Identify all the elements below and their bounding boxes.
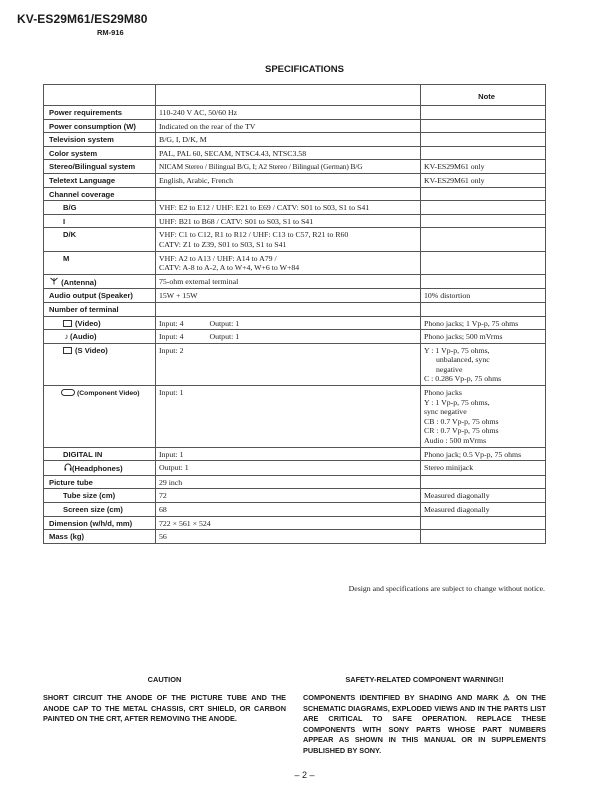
row-label [44, 274, 156, 289]
row-note [421, 146, 546, 160]
antenna-icon [49, 277, 59, 288]
s-video-icon [63, 347, 72, 354]
row-value: Input: 1 [156, 386, 421, 448]
note-line: CB : 0.7 Vp-p, 75 ohms [424, 416, 499, 426]
note-line: negative [436, 364, 463, 374]
music-note-icon: ♪ [64, 332, 69, 342]
table-row [44, 106, 546, 120]
note-column-header: Note [421, 85, 546, 106]
safety-warning-text [303, 693, 546, 756]
table-row [44, 289, 546, 303]
row-value: 72 [156, 489, 421, 503]
caution-heading: CAUTION [147, 675, 182, 684]
row-value [156, 228, 421, 251]
table-row [44, 330, 546, 344]
output-count: Output: 1 [209, 332, 240, 342]
table-row [44, 461, 546, 476]
row-note: KV-ES29M61 only [421, 160, 546, 174]
row-label: Screen size (cm) [44, 503, 156, 517]
table-header-row [44, 85, 546, 106]
row-label: Mass (kg) [44, 530, 156, 544]
row-note [421, 343, 546, 385]
table-row [44, 274, 546, 289]
note-line: Audio : 500 mVrms [424, 436, 487, 446]
video-icon [63, 320, 72, 327]
row-value: 15W + 15W [156, 289, 421, 303]
table-row [44, 201, 546, 215]
table-row [44, 214, 546, 228]
note-line: Y : 1 Vp-p, 75 ohms, [424, 397, 490, 407]
headphones-icon [63, 463, 72, 474]
row-value: Indicated on the rear of the TV [156, 119, 421, 133]
component-video-label: (Component Video) [77, 390, 140, 398]
row-label: B/G [44, 201, 156, 215]
row-label [44, 343, 156, 385]
video-label: (Video) [75, 318, 101, 328]
table-row [44, 187, 546, 201]
input-count: Input: 4 [159, 332, 184, 342]
row-value: 110-240 V AC, 50/60 Hz [156, 106, 421, 120]
audio-label: (Audio) [70, 332, 97, 342]
row-label: I [44, 214, 156, 228]
table-row [44, 160, 546, 174]
row-value-line: CATV: A-8 to A-2, A to W+4, W+6 to W+84 [159, 263, 300, 273]
row-value: VHF: E2 to E12 / UHF: E21 to E69 / CATV: S01 to S03, S1 to S41 [156, 201, 421, 215]
row-value [156, 251, 421, 274]
table-row [44, 316, 546, 330]
table-row [44, 516, 546, 530]
row-label: Number of terminal [44, 302, 156, 316]
remote-model: RM-916 [97, 28, 124, 37]
row-note: 10% distortion [421, 289, 546, 303]
row-label: Color system [44, 146, 156, 160]
row-label: DIGITAL IN [44, 447, 156, 461]
row-value: Output: 1 [156, 461, 421, 476]
safety-warning-section [303, 675, 546, 756]
headphones-label: (Headphones) [72, 464, 123, 474]
note-line: Phono jacks [424, 388, 462, 398]
table-row [44, 447, 546, 461]
safety-text-pre: COMPONENTS IDENTIFIED BY SHADING AND MARK [303, 693, 499, 702]
row-value-line: VHF: C1 to C12, R1 to R12 / UHF: C13 to C57, R21 to R60 [159, 230, 349, 240]
row-value-line: CATV: Z1 to Z39, S01 to S03, S1 to S41 [159, 239, 287, 249]
row-note: Stereo minijack [421, 461, 546, 476]
row-value: 56 [156, 530, 421, 544]
disclaimer-text: Design and specifications are subject to change without notice. [348, 584, 545, 593]
row-value: English, Arabic, French [156, 173, 421, 187]
row-label: Picture tube [44, 475, 156, 489]
table-row [44, 503, 546, 517]
table-row [44, 173, 546, 187]
row-note [421, 106, 546, 120]
table-row [44, 302, 546, 316]
row-value: Input: 1 [156, 447, 421, 461]
row-note: KV-ES29M61 only [421, 173, 546, 187]
page-title: SPECIFICATIONS [265, 64, 344, 75]
row-label: Power requirements [44, 106, 156, 120]
table-row [44, 530, 546, 544]
row-label: Tube size (cm) [44, 489, 156, 503]
row-label: Television system [44, 133, 156, 147]
row-note [421, 119, 546, 133]
output-count: Output: 1 [209, 318, 240, 328]
note-line: unbalanced, sync [436, 355, 490, 365]
table-row [44, 489, 546, 503]
row-value: PAL, PAL 60, SECAM, NTSC4.43, NTSC3.58 [156, 146, 421, 160]
row-value: 75-ohm external terminal [156, 274, 421, 289]
row-note: Phono jack; 0.5 Vp-p, 75 ohms [421, 447, 546, 461]
row-note [421, 133, 546, 147]
row-label: Dimension (w/h/d, mm) [44, 516, 156, 530]
row-label: Channel coverage [44, 187, 156, 201]
table-row [44, 146, 546, 160]
row-note: Phono jacks; 1 Vp-p, 75 ohms [421, 316, 546, 330]
row-value [156, 316, 421, 330]
row-value: 722 × 561 × 524 [156, 516, 421, 530]
row-label: Stereo/Bilingual system [44, 160, 156, 174]
s-video-label: (S Video) [75, 345, 108, 355]
table-row [44, 119, 546, 133]
table-row [44, 386, 546, 448]
row-value: 29 inch [156, 475, 421, 489]
row-label [44, 330, 156, 344]
table-row [44, 251, 546, 274]
input-count: Input: 4 [159, 318, 184, 328]
caution-text: SHORT CIRCUIT THE ANODE OF THE PICTURE TUBE AND THE ANODE CAP TO THE METAL CHASSIS, CRT SHIELD, OR CARBON PAINTED ON THE CRT, AFTER REMOVING THE ANODE. [43, 693, 286, 723]
row-label: D/K [44, 228, 156, 251]
caution-section [43, 675, 286, 725]
table-row [44, 133, 546, 147]
model-number: KV-ES29M61/ES29M80 [17, 12, 148, 26]
row-value: UHF: B21 to B68 / CATV: S01 to S03, S1 to S41 [156, 214, 421, 228]
row-note: Measured diagonally [421, 489, 546, 503]
row-label: Power consumption (W) [44, 119, 156, 133]
row-label: Audio output (Speaker) [44, 289, 156, 303]
row-value [156, 330, 421, 344]
row-value: 68 [156, 503, 421, 517]
component-video-icon [61, 389, 75, 396]
row-label: M [44, 251, 156, 274]
table-row [44, 475, 546, 489]
table-row [44, 343, 546, 385]
row-value: NICAM Stereo / Bilingual B/G, I; A2 Stereo / Bilingual (German) B/G [156, 160, 421, 174]
row-label [44, 316, 156, 330]
warning-triangle-icon: ⚠ [502, 693, 512, 702]
note-line: C : 0.286 Vp-p, 75 ohms [424, 374, 502, 384]
safety-text-post: ON THE SCHEMATIC DIAGRAMS, EXPLODED VIEWS AND IN THE PARTS LIST ARE CRITICAL TO SAFE OPERATION. REPLACE THESE COMPONENTS WITH SONY PARTS WHOSE PART NUMBERS APPEAR AS SHOWN IN THIS MANUAL OR IN SUPPLEMENTS PUBLISHED BY SONY. [303, 693, 546, 755]
row-note: Measured diagonally [421, 503, 546, 517]
table-row [44, 228, 546, 251]
note-line: CR : 0.7 Vp-p, 75 ohms [424, 426, 499, 436]
page-number: – 2 – [294, 770, 315, 780]
row-note: Phono jacks; 500 mVrms [421, 330, 546, 344]
note-line: Y : 1 Vp-p, 75 ohms, [424, 345, 490, 355]
row-value: Input: 2 [156, 343, 421, 385]
row-note [421, 386, 546, 448]
row-value: B/G, I, D/K, M [156, 133, 421, 147]
row-value-line: VHF: A2 to A13 / UHF: A14 to A79 / [159, 253, 277, 263]
note-line: sync negative [424, 407, 467, 417]
row-label [44, 386, 156, 448]
safety-warning-heading: SAFETY-RELATED COMPONENT WARNING!! [345, 675, 504, 684]
row-label: Teletext Language [44, 173, 156, 187]
row-label [44, 461, 156, 476]
specifications-table [43, 84, 546, 544]
antenna-label: (Antenna) [61, 277, 97, 287]
